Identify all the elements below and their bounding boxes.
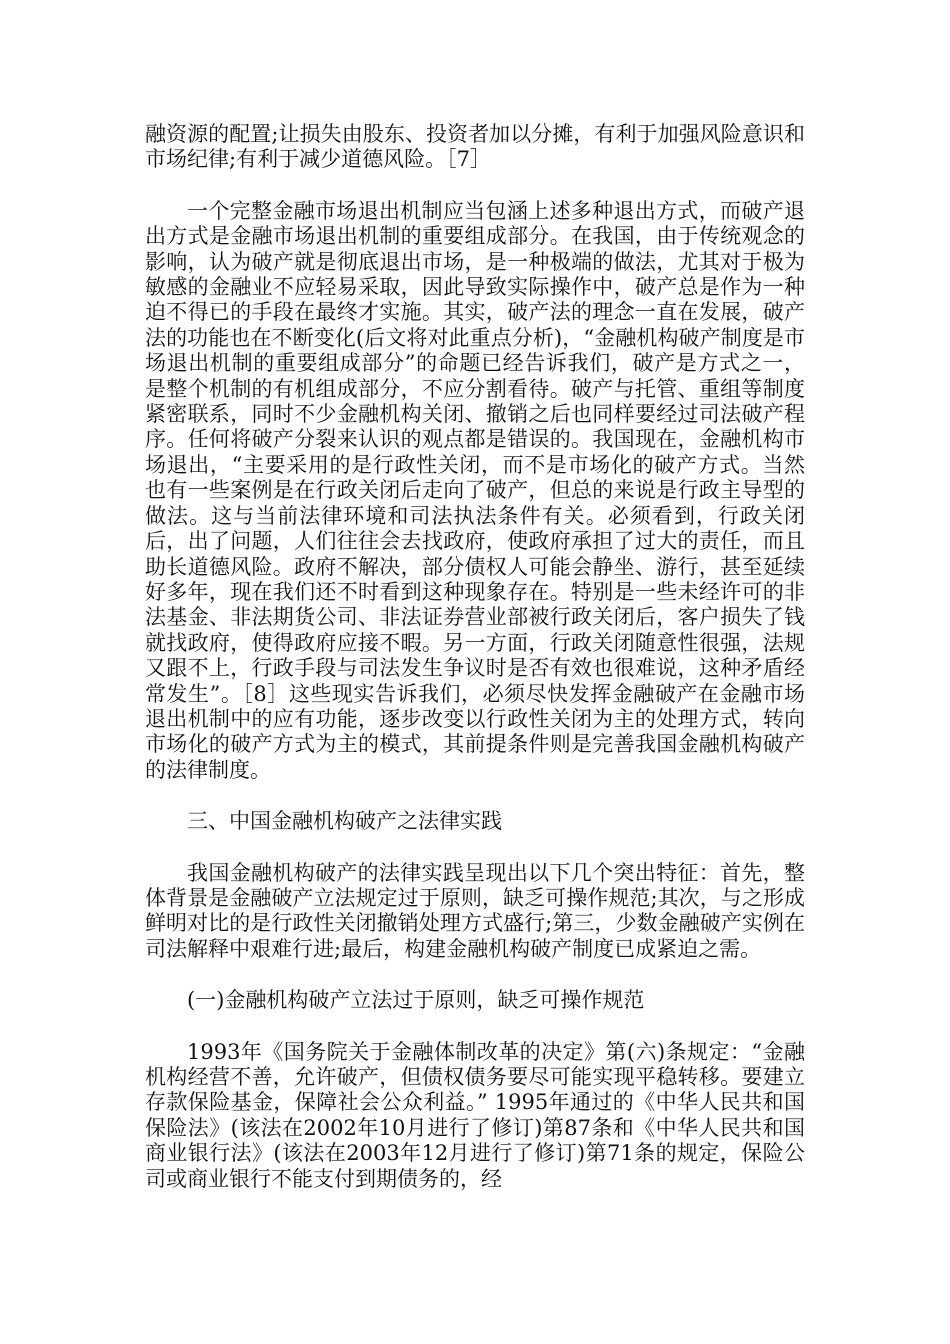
section-heading: 三、中国金融机构破产之法律实践 <box>187 809 502 834</box>
subsection-heading: (一)金融机构破产立法过于原则，缺乏可操作规范 <box>187 988 645 1013</box>
paragraph-continued: 融资源的配置;让损失由股东、投资者加以分摊，有利于加强风险意识和市场纪律;有利于减少道德风险。［7］ <box>145 122 805 172</box>
document-page <box>145 122 805 1218</box>
paragraph-exit-mechanism: 一个完整金融市场退出机制应当包涵上述多种退出方式，而破产退出方式是金融市场退出机制的重要组成部分。在我国，由于传统观念的影响，认为破产就是彻底退出市场，是一种极端的做法，尤其对于极为敏感的金融业不应轻易采取，因此导致实际操作中，破产总是作为一种迫不得已的手段在最终才实施。其实，破产法的理念一直在发展，破产法的功能也在不断变化(后文将对此重点分析)，“金融机构破产制度是市场退出机制的重要组成部分”的命题已经告诉我们，破产是方式之一，是整个机制的有机组成部分，不应分割看待。破产与托管、重组等制度紧密联系，同时不少金融机构关闭、撤销之后也同样要经过司法破产程序。任何将破产分裂来认识的观点都是错误的。我国现在，金融机构市场退出，“主要采用的是行政性关闭，而不是市场化的破产方式。当然也有一些案例是在行政关闭后走向了破产，但总的来说是行政主导型的做法。这与当前法律环境和司法执法条件有关。必须看到，行政关闭后，出了问题，人们往往会去找政府，使政府承担了过大的责任，而且助长道德风险。政府不解决，部分债权人可能会静坐、游行，甚至延续好多年，现在我们还不时看到这种现象存在。特别是一些未经许可的非法基金、非法期货公司、非法证券营业部被行政关闭后，客户损失了钱就找政府，使得政府应接不暇。另一方面，行政关闭随意性很强，法规又跟不上，行政手段与司法发生争议时是否有效也很难说，这种矛盾经常发生”。［8］这些现实告诉我们，必须尽快发挥金融破产在金融市场退出机制中的应有功能，逐步改变以行政性关闭为主的处理方式，转向市场化的破产方式为主的模式，其前提条件则是完善我国金融机构破产的法律制度。 <box>145 198 805 782</box>
paragraph-legal-practice: 我国金融机构破产的法律实践呈现出以下几个突出特征：首先，整体背景是金融破产立法规定过于原则，缺乏可操作规范;其次，与之形成鲜明对比的是行政性关闭撤销处理方式盛行;第三，少数金融破产实例在司法解释中艰难行进;最后，构建金融机构破产制度已成紧迫之需。 <box>145 860 805 961</box>
paragraph-legislation: 1993年《国务院关于金融体制改革的决定》第(六)条规定：“金融机构经营不善，允许破产，但债权债务要尽可能实现平稳转移。要建立存款保险基金，保障社会公众利益。” 1995年通过的《中华人民共和国保险法》(该法在2002年10月进行了修订)第87条和《中华人民共和国商业银行法》(该法在2003年12月进行了修订)第71条的规定，保险公司或商业银行不能支付到期债务的，经 <box>145 1039 805 1191</box>
